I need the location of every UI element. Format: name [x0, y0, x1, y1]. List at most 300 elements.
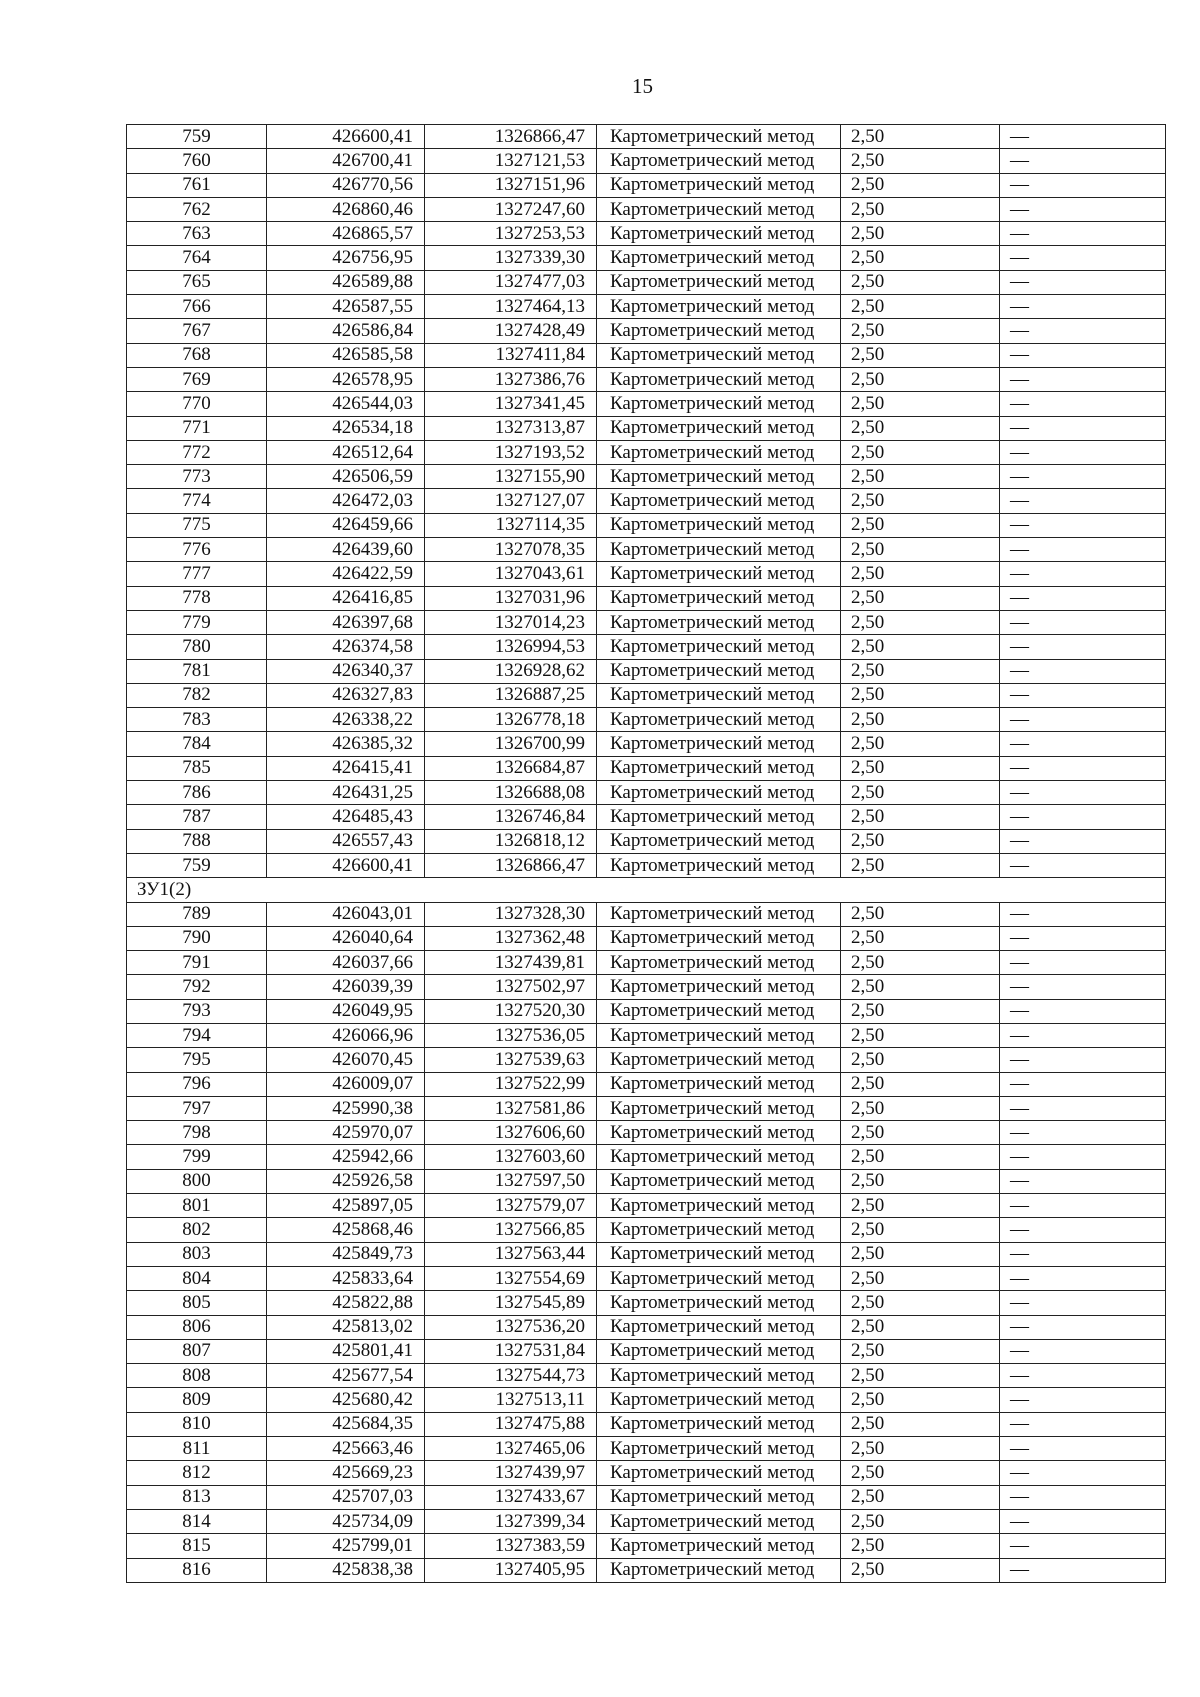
accuracy-cell: 2,50	[841, 902, 1000, 926]
method-cell: Картометрический метод	[597, 610, 841, 634]
note-cell: —	[1000, 1145, 1166, 1169]
x-coordinate-cell: 426037,66	[267, 951, 425, 975]
point-number-cell: 802	[127, 1218, 267, 1242]
table-row	[127, 610, 1166, 634]
x-coordinate-cell: 425822,88	[267, 1291, 425, 1315]
note-cell: —	[1000, 926, 1166, 950]
section-label: ЗУ1(2)	[127, 878, 1166, 902]
accuracy-cell: 2,50	[841, 1266, 1000, 1290]
y-coordinate-cell: 1327339,30	[425, 246, 597, 270]
note-cell: —	[1000, 732, 1166, 756]
x-coordinate-cell: 425838,38	[267, 1558, 425, 1582]
point-number-cell: 771	[127, 416, 267, 440]
accuracy-cell: 2,50	[841, 1023, 1000, 1047]
point-number-cell: 780	[127, 635, 267, 659]
x-coordinate-cell: 426578,95	[267, 367, 425, 391]
y-coordinate-cell: 1326866,47	[425, 853, 597, 877]
note-cell: —	[1000, 270, 1166, 294]
note-cell: —	[1000, 1485, 1166, 1509]
method-cell: Картометрический метод	[597, 319, 841, 343]
x-coordinate-cell: 425801,41	[267, 1339, 425, 1363]
x-coordinate-cell: 426415,41	[267, 756, 425, 780]
method-cell: Картометрический метод	[597, 1145, 841, 1169]
point-number-cell: 782	[127, 683, 267, 707]
point-number-cell: 783	[127, 708, 267, 732]
method-cell: Картометрический метод	[597, 343, 841, 367]
table-row	[127, 829, 1166, 853]
accuracy-cell: 2,50	[841, 1412, 1000, 1436]
note-cell: —	[1000, 1461, 1166, 1485]
y-coordinate-cell: 1326746,84	[425, 805, 597, 829]
point-number-cell: 785	[127, 756, 267, 780]
note-cell: —	[1000, 805, 1166, 829]
y-coordinate-cell: 1327439,97	[425, 1461, 597, 1485]
y-coordinate-cell: 1327014,23	[425, 610, 597, 634]
y-coordinate-cell: 1327313,87	[425, 416, 597, 440]
accuracy-cell: 2,50	[841, 197, 1000, 221]
accuracy-cell: 2,50	[841, 295, 1000, 319]
accuracy-cell: 2,50	[841, 1388, 1000, 1412]
x-coordinate-cell: 425799,01	[267, 1534, 425, 1558]
y-coordinate-cell: 1327581,86	[425, 1096, 597, 1120]
point-number-cell: 764	[127, 246, 267, 270]
point-number-cell: 779	[127, 610, 267, 634]
table-row	[127, 659, 1166, 683]
note-cell: —	[1000, 149, 1166, 173]
point-number-cell: 773	[127, 465, 267, 489]
y-coordinate-cell: 1327606,60	[425, 1121, 597, 1145]
y-coordinate-cell: 1327114,35	[425, 513, 597, 537]
x-coordinate-cell: 426431,25	[267, 781, 425, 805]
table-row	[127, 1169, 1166, 1193]
note-cell: —	[1000, 513, 1166, 537]
x-coordinate-cell: 426039,39	[267, 975, 425, 999]
point-number-cell: 816	[127, 1558, 267, 1582]
point-number-cell: 807	[127, 1339, 267, 1363]
table-row	[127, 1315, 1166, 1339]
note-cell: —	[1000, 951, 1166, 975]
x-coordinate-cell: 426340,37	[267, 659, 425, 683]
point-number-cell: 772	[127, 440, 267, 464]
method-cell: Картометрический метод	[597, 1509, 841, 1533]
x-coordinate-cell: 426585,58	[267, 343, 425, 367]
accuracy-cell: 2,50	[841, 1242, 1000, 1266]
y-coordinate-cell: 1327545,89	[425, 1291, 597, 1315]
table-row	[127, 1291, 1166, 1315]
table-row	[127, 562, 1166, 586]
point-number-cell: 767	[127, 319, 267, 343]
y-coordinate-cell: 1326684,87	[425, 756, 597, 780]
method-cell: Картометрический метод	[597, 781, 841, 805]
x-coordinate-cell: 426040,64	[267, 926, 425, 950]
note-cell: —	[1000, 781, 1166, 805]
point-number-cell: 797	[127, 1096, 267, 1120]
method-cell: Картометрический метод	[597, 829, 841, 853]
table-row	[127, 1412, 1166, 1436]
x-coordinate-cell: 425849,73	[267, 1242, 425, 1266]
method-cell: Картометрический метод	[597, 1437, 841, 1461]
table-row	[127, 513, 1166, 537]
note-cell: —	[1000, 489, 1166, 513]
method-cell: Картометрический метод	[597, 295, 841, 319]
method-cell: Картометрический метод	[597, 1461, 841, 1485]
method-cell: Картометрический метод	[597, 1266, 841, 1290]
method-cell: Картометрический метод	[597, 926, 841, 950]
table-row	[127, 1194, 1166, 1218]
y-coordinate-cell: 1327579,07	[425, 1194, 597, 1218]
x-coordinate-cell: 426043,01	[267, 902, 425, 926]
point-number-cell: 812	[127, 1461, 267, 1485]
x-coordinate-cell: 426397,68	[267, 610, 425, 634]
note-cell: —	[1000, 416, 1166, 440]
note-cell: —	[1000, 659, 1166, 683]
x-coordinate-cell: 425734,09	[267, 1509, 425, 1533]
note-cell: —	[1000, 1096, 1166, 1120]
accuracy-cell: 2,50	[841, 1072, 1000, 1096]
point-number-cell: 814	[127, 1509, 267, 1533]
note-cell: —	[1000, 367, 1166, 391]
accuracy-cell: 2,50	[841, 926, 1000, 950]
x-coordinate-cell: 426338,22	[267, 708, 425, 732]
method-cell: Картометрический метод	[597, 902, 841, 926]
method-cell: Картометрический метод	[597, 805, 841, 829]
x-coordinate-cell: 426544,03	[267, 392, 425, 416]
x-coordinate-cell: 425897,05	[267, 1194, 425, 1218]
accuracy-cell: 2,50	[841, 586, 1000, 610]
method-cell: Картометрический метод	[597, 149, 841, 173]
point-number-cell: 787	[127, 805, 267, 829]
method-cell: Картометрический метод	[597, 1534, 841, 1558]
point-number-cell: 781	[127, 659, 267, 683]
note-cell: —	[1000, 1315, 1166, 1339]
y-coordinate-cell: 1327428,49	[425, 319, 597, 343]
method-cell: Картометрический метод	[597, 683, 841, 707]
table-row	[127, 805, 1166, 829]
point-number-cell: 794	[127, 1023, 267, 1047]
x-coordinate-cell: 425680,42	[267, 1388, 425, 1412]
x-coordinate-cell: 425684,35	[267, 1412, 425, 1436]
table-row	[127, 392, 1166, 416]
x-coordinate-cell: 426770,56	[267, 173, 425, 197]
note-cell: —	[1000, 319, 1166, 343]
y-coordinate-cell: 1327603,60	[425, 1145, 597, 1169]
y-coordinate-cell: 1327544,73	[425, 1364, 597, 1388]
note-cell: —	[1000, 1291, 1166, 1315]
point-number-cell: 759	[127, 125, 267, 149]
point-number-cell: 793	[127, 999, 267, 1023]
table-row	[127, 926, 1166, 950]
accuracy-cell: 2,50	[841, 1364, 1000, 1388]
point-number-cell: 763	[127, 222, 267, 246]
accuracy-cell: 2,50	[841, 1048, 1000, 1072]
x-coordinate-cell: 426374,58	[267, 635, 425, 659]
x-coordinate-cell: 426416,85	[267, 586, 425, 610]
table-row	[127, 1218, 1166, 1242]
x-coordinate-cell: 425663,46	[267, 1437, 425, 1461]
point-number-cell: 788	[127, 829, 267, 853]
x-coordinate-cell: 426066,96	[267, 1023, 425, 1047]
accuracy-cell: 2,50	[841, 489, 1000, 513]
note-cell: —	[1000, 1534, 1166, 1558]
point-number-cell: 759	[127, 853, 267, 877]
note-cell: —	[1000, 562, 1166, 586]
x-coordinate-cell: 426756,95	[267, 246, 425, 270]
note-cell: —	[1000, 343, 1166, 367]
table-row	[127, 1072, 1166, 1096]
accuracy-cell: 2,50	[841, 125, 1000, 149]
point-number-cell: 806	[127, 1315, 267, 1339]
point-number-cell: 778	[127, 586, 267, 610]
y-coordinate-cell: 1327439,81	[425, 951, 597, 975]
table-row	[127, 975, 1166, 999]
note-cell: —	[1000, 1023, 1166, 1047]
x-coordinate-cell: 426327,83	[267, 683, 425, 707]
table-row	[127, 999, 1166, 1023]
point-number-cell: 790	[127, 926, 267, 950]
point-number-cell: 800	[127, 1169, 267, 1193]
note-cell: —	[1000, 440, 1166, 464]
note-cell: —	[1000, 756, 1166, 780]
table-row	[127, 1534, 1166, 1558]
method-cell: Картометрический метод	[597, 586, 841, 610]
x-coordinate-cell: 426385,32	[267, 732, 425, 756]
note-cell: —	[1000, 1048, 1166, 1072]
y-coordinate-cell: 1327127,07	[425, 489, 597, 513]
method-cell: Картометрический метод	[597, 222, 841, 246]
point-number-cell: 760	[127, 149, 267, 173]
point-number-cell: 786	[127, 781, 267, 805]
note-cell: —	[1000, 635, 1166, 659]
x-coordinate-cell: 425868,46	[267, 1218, 425, 1242]
method-cell: Картометрический метод	[597, 1096, 841, 1120]
y-coordinate-cell: 1326928,62	[425, 659, 597, 683]
note-cell: —	[1000, 222, 1166, 246]
point-number-cell: 803	[127, 1242, 267, 1266]
note-cell: —	[1000, 683, 1166, 707]
method-cell: Картометрический метод	[597, 270, 841, 294]
point-number-cell: 815	[127, 1534, 267, 1558]
table-row	[127, 197, 1166, 221]
accuracy-cell: 2,50	[841, 222, 1000, 246]
note-cell: —	[1000, 1072, 1166, 1096]
method-cell: Картометрический метод	[597, 1485, 841, 1509]
accuracy-cell: 2,50	[841, 732, 1000, 756]
table-row	[127, 246, 1166, 270]
note-cell: —	[1000, 465, 1166, 489]
accuracy-cell: 2,50	[841, 392, 1000, 416]
table-row	[127, 1339, 1166, 1363]
y-coordinate-cell: 1327536,20	[425, 1315, 597, 1339]
y-coordinate-cell: 1327405,95	[425, 1558, 597, 1582]
note-cell: —	[1000, 295, 1166, 319]
y-coordinate-cell: 1327151,96	[425, 173, 597, 197]
point-number-cell: 769	[127, 367, 267, 391]
method-cell: Картометрический метод	[597, 440, 841, 464]
y-coordinate-cell: 1327531,84	[425, 1339, 597, 1363]
method-cell: Картометрический метод	[597, 173, 841, 197]
method-cell: Картометрический метод	[597, 635, 841, 659]
table-row	[127, 732, 1166, 756]
x-coordinate-cell: 426459,66	[267, 513, 425, 537]
accuracy-cell: 2,50	[841, 1461, 1000, 1485]
y-coordinate-cell: 1326818,12	[425, 829, 597, 853]
x-coordinate-cell: 426422,59	[267, 562, 425, 586]
x-coordinate-cell: 425707,03	[267, 1485, 425, 1509]
method-cell: Картометрический метод	[597, 1023, 841, 1047]
note-cell: —	[1000, 392, 1166, 416]
table-row	[127, 295, 1166, 319]
y-coordinate-cell: 1327597,50	[425, 1169, 597, 1193]
y-coordinate-cell: 1326994,53	[425, 635, 597, 659]
point-number-cell: 777	[127, 562, 267, 586]
method-cell: Картометрический метод	[597, 1339, 841, 1363]
y-coordinate-cell: 1327477,03	[425, 270, 597, 294]
x-coordinate-cell: 425833,64	[267, 1266, 425, 1290]
accuracy-cell: 2,50	[841, 610, 1000, 634]
accuracy-cell: 2,50	[841, 1218, 1000, 1242]
table-row	[127, 635, 1166, 659]
table-row	[127, 781, 1166, 805]
point-number-cell: 799	[127, 1145, 267, 1169]
note-cell: —	[1000, 1509, 1166, 1533]
section-row	[127, 878, 1166, 902]
y-coordinate-cell: 1327563,44	[425, 1242, 597, 1266]
y-coordinate-cell: 1327522,99	[425, 1072, 597, 1096]
accuracy-cell: 2,50	[841, 343, 1000, 367]
method-cell: Картометрический метод	[597, 1388, 841, 1412]
point-number-cell: 766	[127, 295, 267, 319]
point-number-cell: 804	[127, 1266, 267, 1290]
note-cell: —	[1000, 1412, 1166, 1436]
table-row	[127, 538, 1166, 562]
table-row	[127, 586, 1166, 610]
accuracy-cell: 2,50	[841, 1169, 1000, 1193]
accuracy-cell: 2,50	[841, 1485, 1000, 1509]
accuracy-cell: 2,50	[841, 781, 1000, 805]
table-row	[127, 1437, 1166, 1461]
point-number-cell: 811	[127, 1437, 267, 1461]
x-coordinate-cell: 425669,23	[267, 1461, 425, 1485]
accuracy-cell: 2,50	[841, 756, 1000, 780]
method-cell: Картометрический метод	[597, 489, 841, 513]
accuracy-cell: 2,50	[841, 416, 1000, 440]
table-row	[127, 951, 1166, 975]
point-number-cell: 765	[127, 270, 267, 294]
x-coordinate-cell: 425677,54	[267, 1364, 425, 1388]
table-row	[127, 1242, 1166, 1266]
x-coordinate-cell: 426700,41	[267, 149, 425, 173]
method-cell: Картометрический метод	[597, 1364, 841, 1388]
y-coordinate-cell: 1327536,05	[425, 1023, 597, 1047]
accuracy-cell: 2,50	[841, 1194, 1000, 1218]
y-coordinate-cell: 1326887,25	[425, 683, 597, 707]
accuracy-cell: 2,50	[841, 149, 1000, 173]
x-coordinate-cell: 426587,55	[267, 295, 425, 319]
y-coordinate-cell: 1327411,84	[425, 343, 597, 367]
x-coordinate-cell: 425813,02	[267, 1315, 425, 1339]
y-coordinate-cell: 1327383,59	[425, 1534, 597, 1558]
method-cell: Картометрический метод	[597, 416, 841, 440]
note-cell: —	[1000, 610, 1166, 634]
table-row	[127, 1121, 1166, 1145]
point-number-cell: 791	[127, 951, 267, 975]
table-row	[127, 756, 1166, 780]
note-cell: —	[1000, 853, 1166, 877]
accuracy-cell: 2,50	[841, 270, 1000, 294]
accuracy-cell: 2,50	[841, 1509, 1000, 1533]
method-cell: Картометрический метод	[597, 197, 841, 221]
x-coordinate-cell: 426586,84	[267, 319, 425, 343]
method-cell: Картометрический метод	[597, 367, 841, 391]
method-cell: Картометрический метод	[597, 538, 841, 562]
accuracy-cell: 2,50	[841, 1291, 1000, 1315]
accuracy-cell: 2,50	[841, 805, 1000, 829]
point-number-cell: 798	[127, 1121, 267, 1145]
accuracy-cell: 2,50	[841, 246, 1000, 270]
method-cell: Картометрический метод	[597, 999, 841, 1023]
point-number-cell: 796	[127, 1072, 267, 1096]
accuracy-cell: 2,50	[841, 319, 1000, 343]
y-coordinate-cell: 1327464,13	[425, 295, 597, 319]
page-number: 15	[632, 74, 653, 98]
point-number-cell: 810	[127, 1412, 267, 1436]
y-coordinate-cell: 1327399,34	[425, 1509, 597, 1533]
x-coordinate-cell: 426600,41	[267, 853, 425, 877]
x-coordinate-cell: 426049,95	[267, 999, 425, 1023]
accuracy-cell: 2,50	[841, 562, 1000, 586]
note-cell: —	[1000, 708, 1166, 732]
y-coordinate-cell: 1327078,35	[425, 538, 597, 562]
table-row	[127, 416, 1166, 440]
note-cell: —	[1000, 1388, 1166, 1412]
y-coordinate-cell: 1327121,53	[425, 149, 597, 173]
accuracy-cell: 2,50	[841, 465, 1000, 489]
method-cell: Картометрический метод	[597, 975, 841, 999]
coordinates-table	[126, 124, 1166, 1583]
table-row	[127, 489, 1166, 513]
point-number-cell: 768	[127, 343, 267, 367]
x-coordinate-cell: 426865,57	[267, 222, 425, 246]
accuracy-cell: 2,50	[841, 513, 1000, 537]
table-row	[127, 1145, 1166, 1169]
method-cell: Картометрический метод	[597, 392, 841, 416]
note-cell: —	[1000, 999, 1166, 1023]
table-row	[127, 343, 1166, 367]
accuracy-cell: 2,50	[841, 1558, 1000, 1582]
accuracy-cell: 2,50	[841, 999, 1000, 1023]
method-cell: Картометрический метод	[597, 853, 841, 877]
table-row	[127, 1388, 1166, 1412]
y-coordinate-cell: 1327155,90	[425, 465, 597, 489]
method-cell: Картометрический метод	[597, 1072, 841, 1096]
method-cell: Картометрический метод	[597, 1048, 841, 1072]
x-coordinate-cell: 425942,66	[267, 1145, 425, 1169]
note-cell: —	[1000, 1194, 1166, 1218]
y-coordinate-cell: 1327433,67	[425, 1485, 597, 1509]
y-coordinate-cell: 1327502,97	[425, 975, 597, 999]
y-coordinate-cell: 1326866,47	[425, 125, 597, 149]
accuracy-cell: 2,50	[841, 975, 1000, 999]
y-coordinate-cell: 1327362,48	[425, 926, 597, 950]
table-row	[127, 1558, 1166, 1582]
note-cell: —	[1000, 1437, 1166, 1461]
method-cell: Картометрический метод	[597, 1412, 841, 1436]
method-cell: Картометрический метод	[597, 1218, 841, 1242]
method-cell: Картометрический метод	[597, 951, 841, 975]
table-row	[127, 1048, 1166, 1072]
method-cell: Картометрический метод	[597, 732, 841, 756]
point-number-cell: 776	[127, 538, 267, 562]
